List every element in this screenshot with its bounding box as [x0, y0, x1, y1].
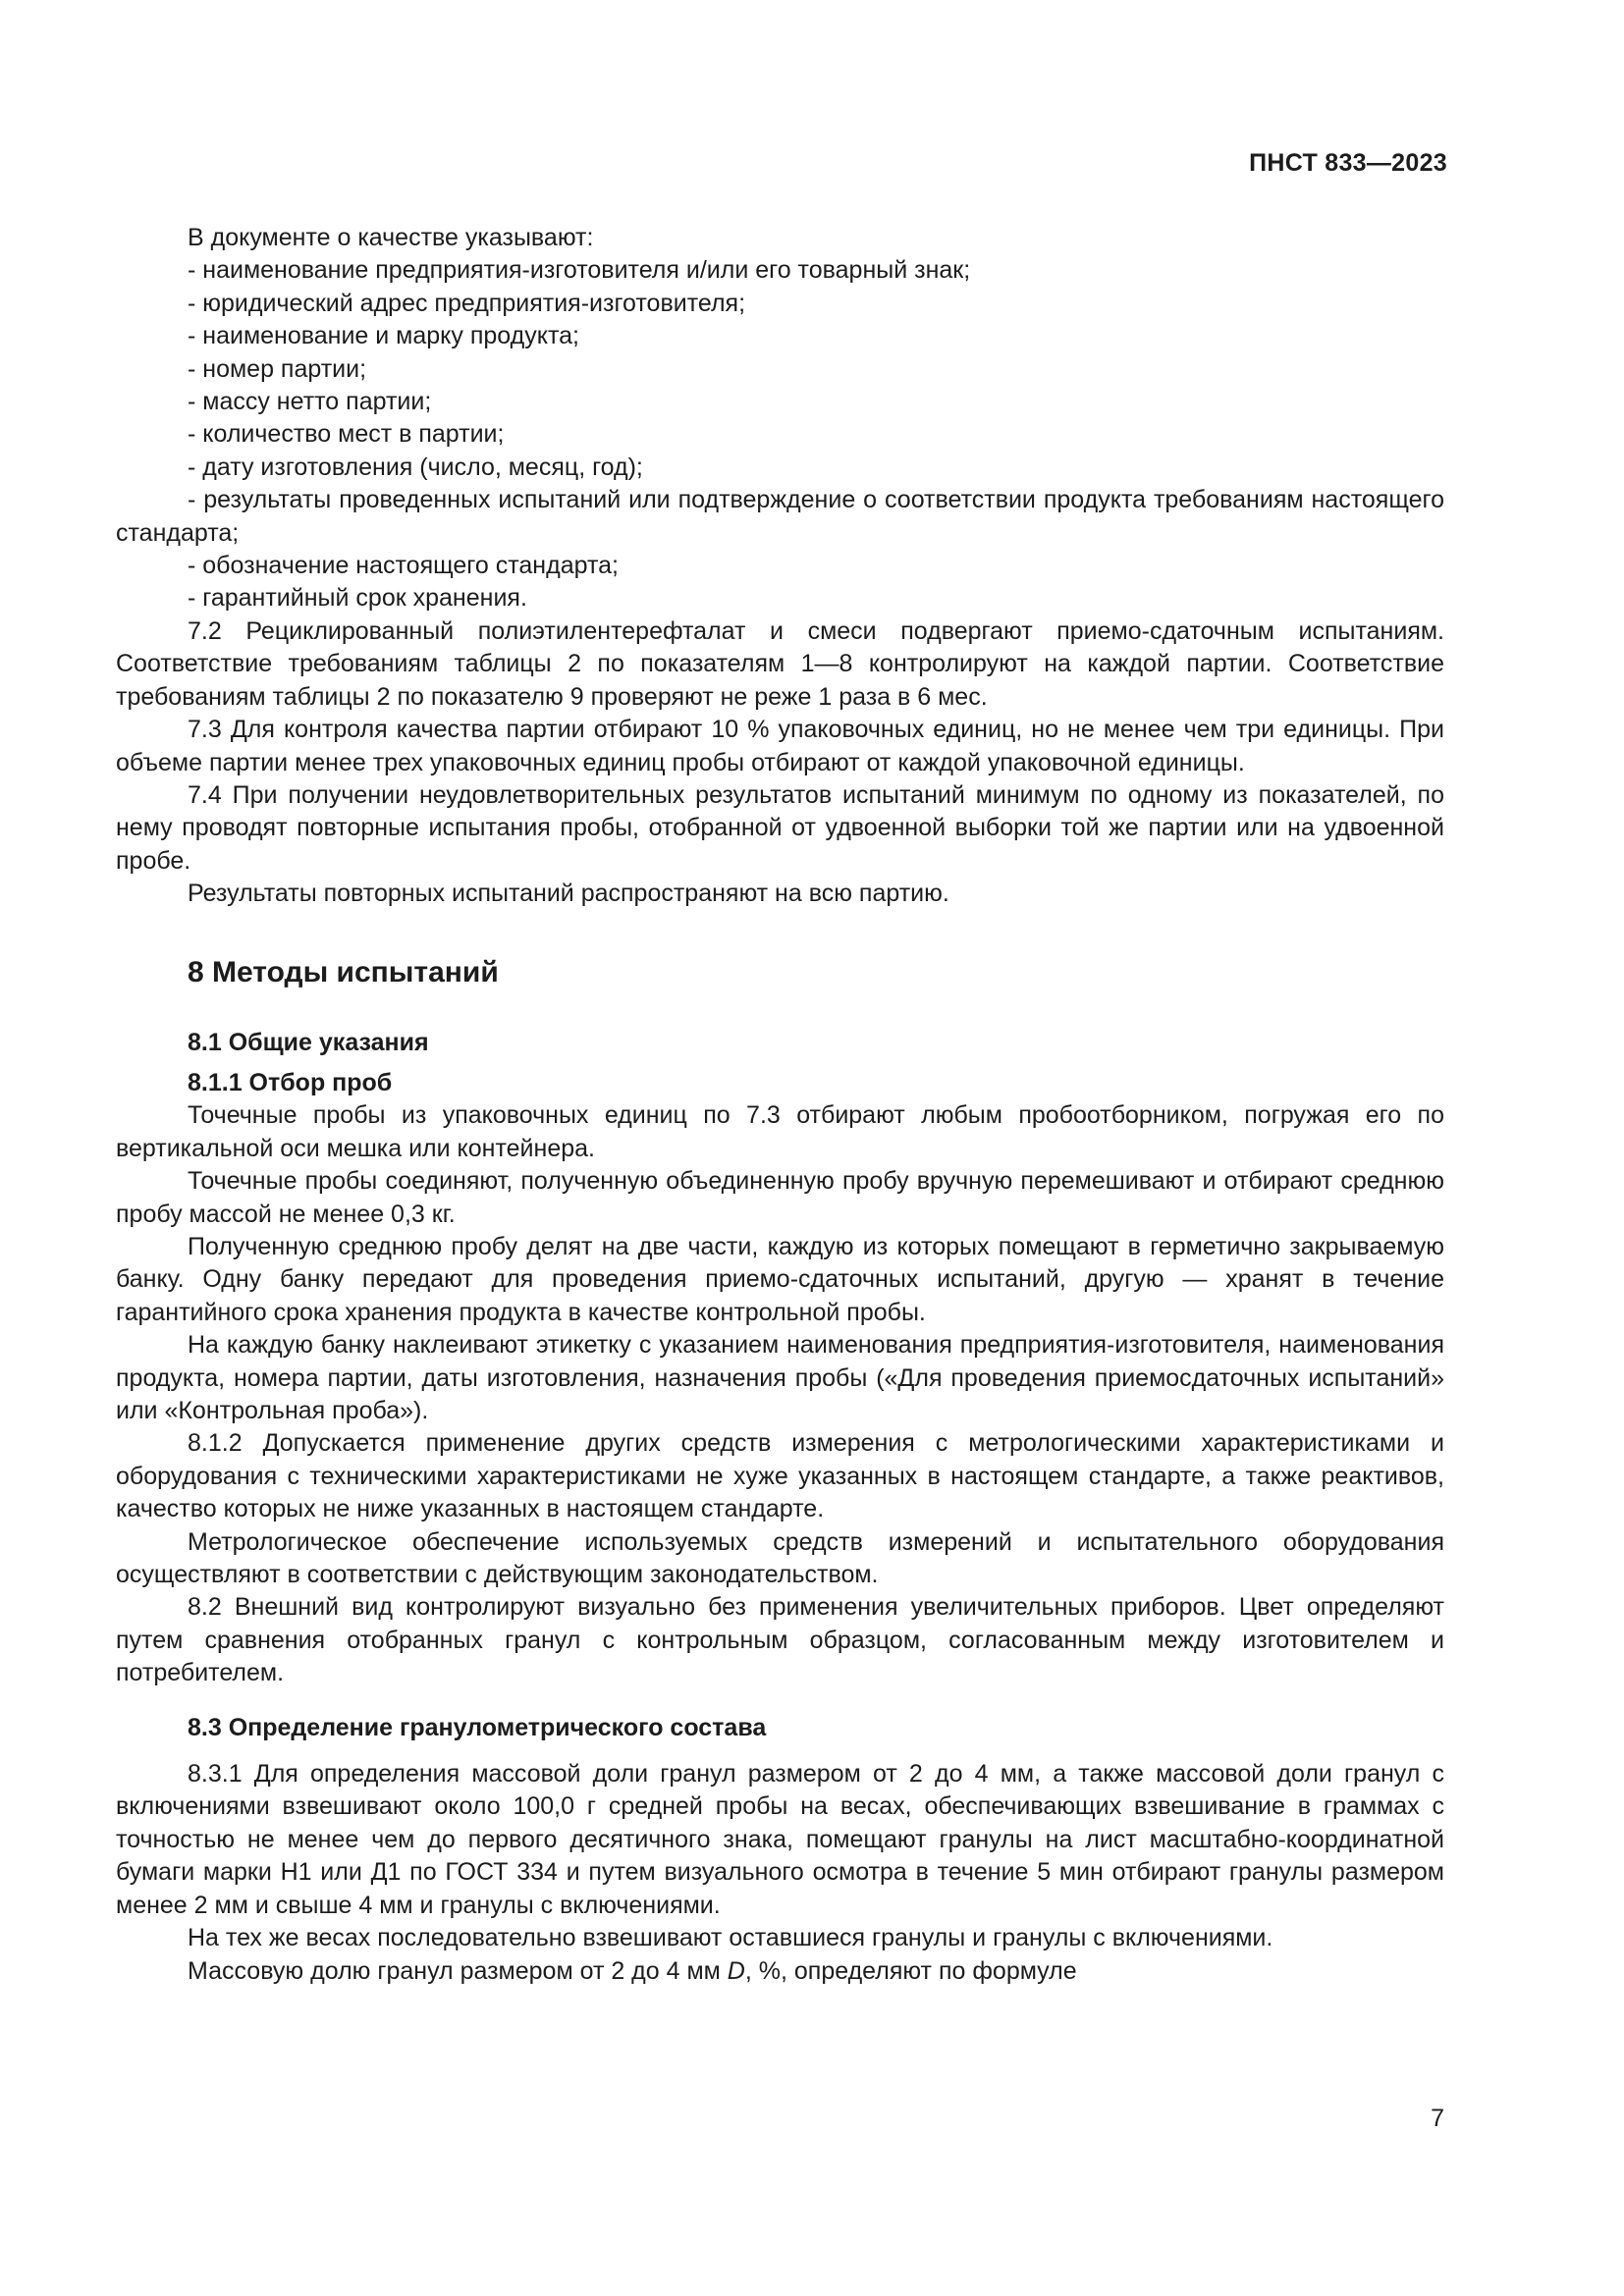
clause-8-1-1-p2: Точечные пробы соединяют, полученную объединенную пробу вручную перемешивают и отбирают среднюю пробу массой не менее 0,3 кг.: [116, 1167, 1444, 1228]
list-item: - результаты проведенных испытаний или подтверждение о соответствии продукта требованиям настоящего стандарта;: [116, 486, 1444, 547]
subsection-8-1-1-heading: 8.1.1 Отбор проб: [188, 1068, 393, 1096]
clause-8-1-2: 8.1.2 Допускается применение других средств измерения с метрологическими характеристиками и оборудования с техническими характеристиками не хуже указанных в настоящем стандарте, а также реактивов, качество которых не ниже указанных в настоящем стандарте.: [116, 1429, 1444, 1523]
list-item: - количество мест в партии;: [188, 420, 505, 449]
clause-7-4-continued: Результаты повторных испытаний распространяют на всю партию.: [188, 880, 949, 908]
formula-lead-suffix: , %, определяют по формуле: [744, 1956, 1077, 1985]
clause-7-4: 7.4 При получении неудовлетворительных результатов испытаний минимум по одному из показателей, по нему проводят повторные испытания пробы, отобранной от удвоенной выборки той же партии или на удвоенной пробе.: [116, 780, 1444, 875]
list-item: - юридический адрес предприятия-изготовителя;: [188, 289, 746, 317]
clause-7-3: 7.3 Для контроля качества партии отбирают 10 % упаковочных единиц, но не менее чем три единицы. При объеме партии менее трех упаковочных единиц пробы отбирают от каждой упаковочной единицы.: [116, 716, 1444, 776]
quality-doc-lead: В документе о качестве указывают:: [188, 224, 594, 251]
clause-8-1-2-continued: Метрологическое обеспечение используемых средств измерений и испытательного оборудования осуществляют в соответствии с действующим законодательством.: [116, 1527, 1444, 1589]
formula-lead-prefix: Массовую долю гранул размером от 2 до 4 мм: [188, 1956, 728, 1985]
formula-variable: D: [727, 1956, 745, 1985]
section-8-heading: 8 Методы испытаний: [188, 955, 499, 988]
clause-8-1-1-p3: Полученную среднюю пробу делят на две части, каждую из которых помещают в герметично закрываемую банку. Одну банку передают для проведения приемо-сдаточных испытаний, другую — хранят в течение гарантийного срока хранения продукта в качестве контрольной пробы.: [116, 1232, 1444, 1326]
list-item: - гарантийный срок хранения.: [188, 584, 527, 613]
document-code: ПНСТ 833—2023: [1249, 149, 1447, 177]
clause-7-2: 7.2 Рециклированный полиэтилентерефталат и смеси подвергают приемо-сдаточным испытаниям. Соответствие требованиям таблицы 2 по показателям 1—8 контролируют на каждой партии. Соответствие требованиям таблицы 2 по показателю 9 проверяют не реже 1 раза в 6 мес.: [116, 616, 1444, 711]
clause-8-2: 8.2 Внешний вид контролируют визуально без применения увеличительных приборов. Цвет определяют путем сравнения отобранных гранул с контрольным образцом, согласованным между изготовителем и потребителем.: [116, 1593, 1444, 1687]
list-item: - массу нетто партии;: [188, 388, 432, 416]
list-item: - наименование и марку продукта;: [188, 322, 579, 350]
clause-8-3-1-formula-lead: [116, 1955, 1444, 1988]
list-item: - дату изготовления (число, месяц, год);: [188, 453, 643, 481]
list-item: - наименование предприятия-изготовителя и/или его товарный знак;: [188, 256, 971, 285]
list-item: - номер партии;: [188, 354, 367, 383]
clause-8-1-1-p1: Точечные пробы из упаковочных единиц по 7.3 отбирают любым пробоотборником, погружая его по вертикальной оси мешка или контейнера.: [116, 1101, 1444, 1162]
subsection-8-1-heading: 8.1 Общие указания: [188, 1028, 429, 1056]
subsection-8-3-heading: 8.3 Определение гранулометрического состава: [188, 1713, 767, 1741]
clause-8-3-1: 8.3.1 Для определения массовой доли гранул размером от 2 до 4 мм, а также массовой доли гранул с включениями взвешивают около 100,0 г средней пробы на весах, обеспечивающих взвешивание в граммах с точностью не менее чем до первого десятичного знака, помещают гранулы на лист масштабно-координатной бумаги марки Н1 или Д1 по ГОСТ 334 и путем визуального осмотра в течение 5 мин отбирают гранулы размером менее 2 мм и свыше 4 мм и гранулы с включениями.: [116, 1760, 1444, 1919]
document-body: [116, 222, 1444, 1988]
list-item: - обозначение настоящего стандарта;: [188, 552, 619, 580]
clause-8-3-1-continued: На тех же весах последовательно взвешивают оставшиеся гранулы и гранулы с включениями.: [188, 1924, 1273, 1952]
page-number: 7: [1431, 2105, 1444, 2132]
clause-8-1-1-p4: На каждую банку наклеивают этикетку с указанием наименования предприятия-изготовителя, наименования продукта, номера партии, даты изготовления, назначения пробы («Для проведения приемосдаточных испытаний» или «Контрольная проба»).: [116, 1331, 1444, 1424]
